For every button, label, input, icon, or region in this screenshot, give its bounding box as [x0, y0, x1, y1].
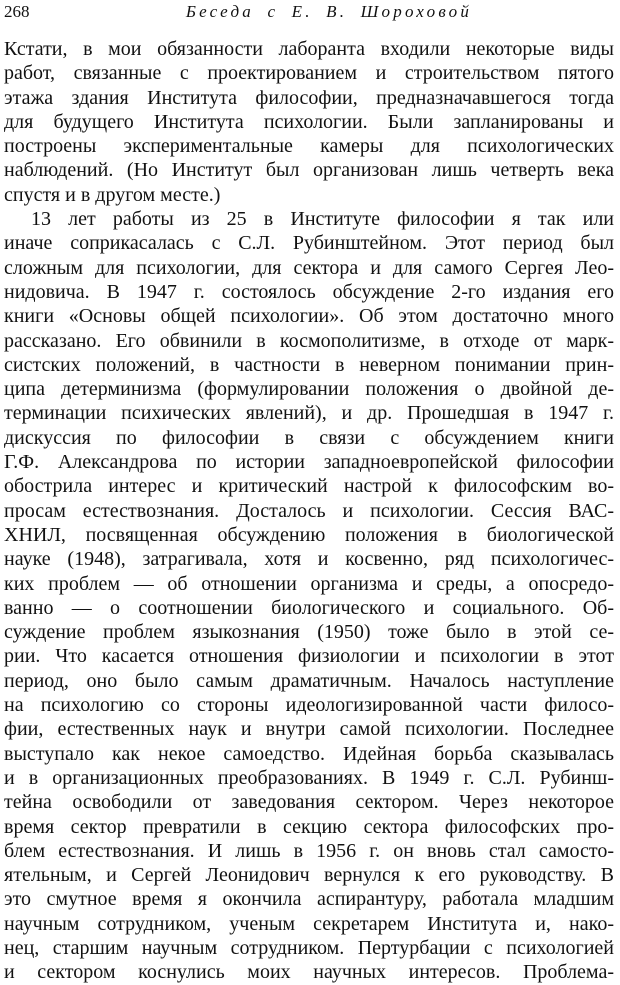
text-line: ХНИЛ, посвященная обсуждению положения в биологической [4, 523, 614, 546]
text-line: для будущего Института психологии. Были запланированы и [4, 110, 614, 133]
text-line: систских положений, в частности в неверном понимании прин- [4, 353, 614, 376]
text-line: и в организационных преобразованиях. В 1949 г. С.Л. Рубинш- [4, 766, 614, 789]
text-line: это смутное время я окончила аспирантуру, работала младшим [4, 888, 614, 911]
text-line: построены экспериментальные камеры для психологических [4, 135, 614, 158]
text-line: выступало как некое самоедство. Идейная борьба сказывалась [4, 742, 614, 765]
text-line: блем естествознания. И лишь в 1956 г. он вновь стал самосто- [4, 839, 614, 862]
text-line: время сектор превратили в секцию сектора философских про- [4, 815, 614, 838]
text-line: сложным для психологии, для сектора и для самого Сергея Лео- [4, 256, 614, 279]
text-line: наблюдений. (Но Институт был организован лишь четверть века [4, 159, 614, 182]
text-line: обострила интерес и критический настрой к философским во- [4, 475, 614, 498]
text-line: Кстати, в мои обязанности лаборанта входили некоторые виды [4, 38, 614, 60]
text-line: на психологию со стороны идеологизированной части филосо- [4, 694, 614, 717]
text-line: просам естествознания. Досталось и психологии. Сессия ВАС- [4, 499, 614, 522]
text-line: спустя и в другом месте.) [4, 183, 221, 206]
text-line: ких проблем — об отношении организма и среды, а опосредо- [4, 572, 614, 595]
text-line: тейна освободили от заведования сектором. Через некоторое [4, 791, 614, 814]
text-line: научным сотрудником, ученым секретарем Института и, нако- [4, 912, 614, 935]
body-text [4, 37, 614, 985]
running-title: Беседа с Е. В. Шороховой [185, 2, 473, 21]
text-line: ванно — о соотношении биологического и социального. Об- [4, 596, 614, 619]
text-line: период, оно было самым драматичным. Началось наступление [4, 669, 614, 692]
text-line: суждение проблем языкознания (1950) тоже было в этой се- [4, 621, 614, 644]
text-line: фии, естественных наук и внутри самой психологии. Последнее [4, 718, 614, 741]
text-line: 13 лет работы из 25 в Институте философии я так или [31, 208, 614, 231]
text-line: работ, связанные с проектированием и строительством пятого [4, 62, 614, 85]
text-line: рии. Что касается отношения физиологии и психологии в этот [4, 645, 614, 668]
text-line: иначе соприкасалась с С.Л. Рубинштейном. Этот период был [4, 232, 614, 255]
text-line: нец, старшим научным сотрудником. Пертурбации с психологией [4, 936, 614, 959]
text-line: науке (1948), затрагивала, хотя и косвенно, ряд психологичес- [4, 548, 614, 571]
text-line: ципа детерминизма (формулировании положения о двойной де- [4, 378, 614, 401]
text-line: рассказано. Его обвинили в космополитизме, в отходе от марк- [4, 329, 614, 352]
text-line: Г.Ф. Александрова по истории западноевропейской философии [4, 451, 614, 474]
text-line: дискуссия по философии в связи с обсуждением книги [4, 426, 614, 449]
page-number: 268 [4, 2, 30, 21]
paragraph [4, 207, 614, 985]
paragraph [4, 37, 614, 207]
page-header [4, 2, 614, 26]
text-line: ятельным, и Сергей Леонидович вернулся к его руководству. В [4, 864, 614, 887]
text-line: терминации психических явлений), и др. Прошедшая в 1947 г. [4, 402, 614, 425]
text-line: нидовича. В 1947 г. состоялось обсуждение 2-го издания его [4, 280, 614, 303]
text-line: книги «Основы общей психологии». Об этом достаточно много [4, 305, 614, 328]
text-line: этажа здания Института философии, предназначавшегося тогда [4, 86, 614, 109]
text-line: и сектором коснулись моих научных интересов. Проблема- [4, 961, 614, 984]
